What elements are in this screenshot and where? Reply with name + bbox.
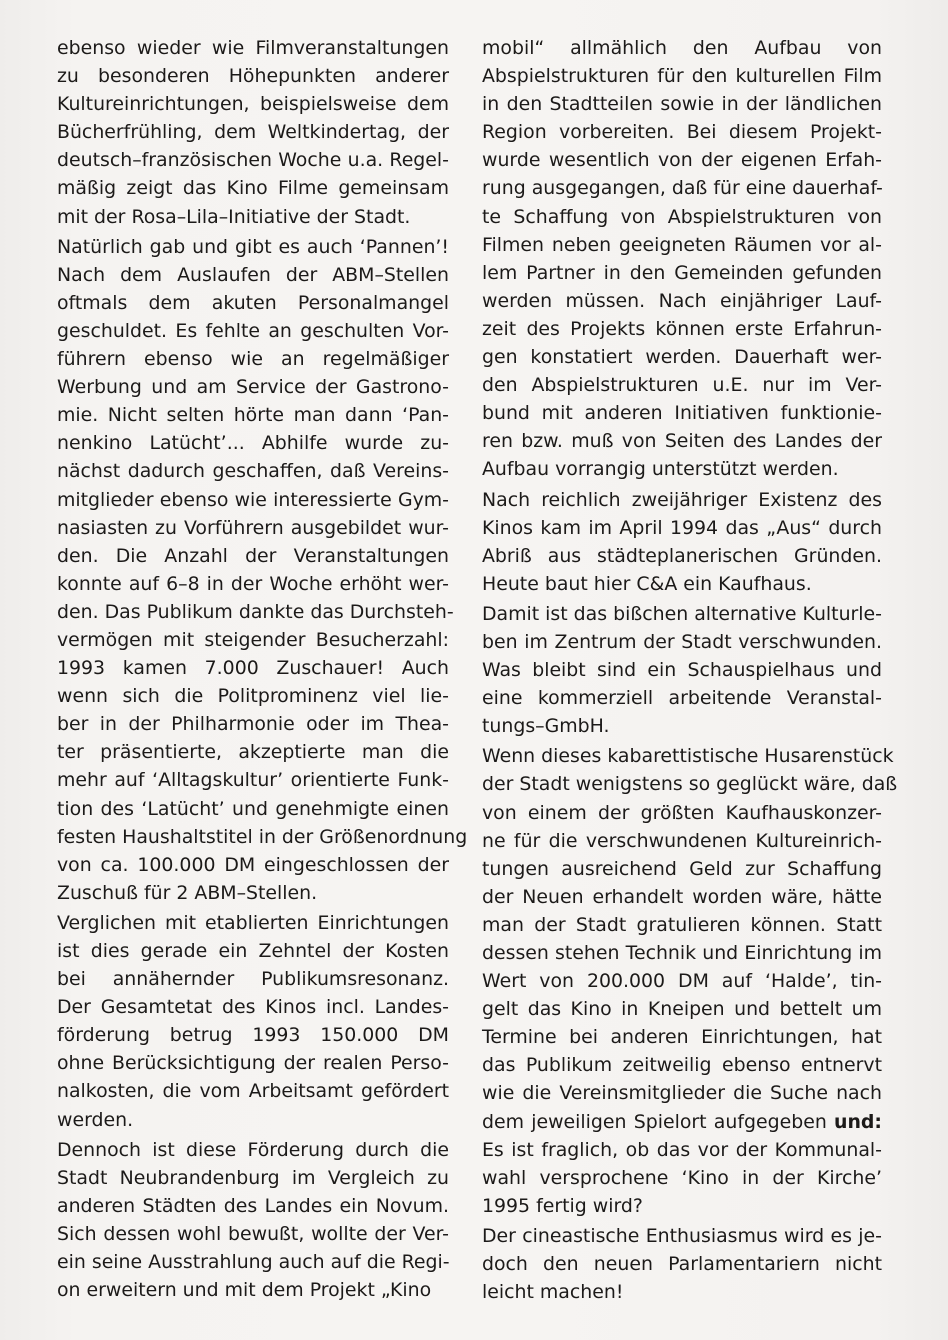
text-line: Damit ist das bißchen alternative Kulturle- [482, 602, 882, 625]
paragraph [482, 486, 882, 598]
text-line: eine kommerziell arbeitende Veranstal- [482, 687, 882, 710]
text-line: festen Haushaltstitel in der Größenordnung [57, 825, 468, 848]
text-line [482, 1108, 882, 1136]
text-line: nächst dadurch geschaffen, daß Vereins- [57, 460, 449, 483]
paragraph [57, 34, 449, 231]
text-line: tungen ausreichend Geld zur Schaffung [482, 857, 882, 880]
text-line: nasiasten zu Vorführern ausgebildet wur- [57, 516, 449, 539]
text-line: Nach reichlich zweijähriger Existenz des [482, 488, 882, 511]
text-line: 1995 fertig wird? [482, 1194, 643, 1217]
paragraph [57, 909, 449, 1134]
text-line: deutsch–französischen Woche u.a. Regel- [57, 149, 449, 172]
text-line: von einem der größten Kaufhauskonzer- [482, 801, 882, 824]
text-line: der Stadt wenigstens so geglückt wäre, daß [482, 773, 898, 796]
text-line: Werbung und am Service der Gastrono- [57, 376, 449, 399]
text-line: Natürlich gab und gibt es auch ‘Pannen’! [57, 235, 449, 258]
text-line: gelt das Kino in Kneipen und bettelt um [482, 998, 882, 1021]
text-line: mehr auf ‘Alltagskultur’ orientierte Funk- [57, 769, 449, 792]
text-line: konnte auf 6–8 in der Woche erhöht wer- [57, 572, 449, 595]
text-line: Sich dessen wohl bewußt, wollte der Ver- [57, 1222, 449, 1245]
text-fragment: dem jeweiligen Spielort aufgegeben [482, 1110, 835, 1133]
text-line: wurde wesentlich von der eigenen Erfah- [482, 149, 882, 172]
text-line: mobil“ allmählich den Aufbau von [482, 37, 882, 59]
text-line: rung ausgegangen, daß für eine dauerhaf- [482, 177, 883, 200]
text-line: Es ist fraglich, ob das vor der Kommunal- [482, 1138, 882, 1161]
text-line: ter präsentierte, akzeptierte man die [57, 741, 449, 764]
text-line: von ca. 100.000 DM eingeschlossen der [57, 853, 449, 876]
text-line: wenn sich die Politprominenz viel lie- [57, 685, 449, 708]
paragraph [57, 233, 468, 907]
text-line: te Schaffung von Abspielstrukturen von [482, 205, 882, 228]
text-line: Der cineastische Enthusiasmus wird es je- [482, 1224, 882, 1247]
text-line: ist dies gerade ein Zehntel der Kosten [57, 940, 449, 962]
text-line: wahl versprochene ‘Kino in der Kirche’ [482, 1166, 882, 1189]
text-line: ne für die verschwundenen Kultureinrich- [482, 829, 882, 852]
text-line: Kultureinrichtungen, beispielsweise dem [57, 93, 449, 116]
text-line: den. Das Publikum dankte das Durchsteh- [57, 600, 454, 623]
text-line: on erweitern und mit dem Projekt „Kino [57, 1279, 432, 1302]
paragraph [482, 600, 882, 740]
text-line: leicht machen! [482, 1281, 624, 1304]
text-line: ebenso wieder wie Filmveranstaltungen [57, 37, 449, 59]
paragraph [57, 1136, 449, 1305]
text-line: Bücherfrühling, dem Weltkindertag, der [57, 121, 449, 144]
text-line: bund mit anderen Initiativen funktionie- [482, 402, 882, 425]
text-line: mäßig zeigt das Kino Filme gemeinsam [57, 177, 449, 200]
text-line: förderung betrug 1993 150.000 DM [57, 1024, 449, 1047]
text-line: nalkosten, die vom Arbeitsamt gefördert [57, 1080, 449, 1103]
text-line: mie. Nicht selten hörte man dann ‘Pan- [57, 404, 449, 427]
text-line: gen konstatiert werden. Dauerhaft wer- [482, 346, 882, 369]
text-line: lem Partner in den Gemeinden gefunden [482, 261, 882, 284]
text-line: Der Gesamtetat des Kinos incl. Landes- [57, 996, 449, 1019]
paragraph [482, 34, 882, 484]
text-line: ohne Berücksichtigung der realen Perso- [57, 1052, 449, 1075]
text-line: 1993 kamen 7.000 Zuschauer! Auch [57, 657, 449, 680]
text-line: vermögen mit steigender Besucherzahl: [57, 628, 449, 651]
text-line: anderen Städten des Landes ein Novum. [57, 1194, 449, 1217]
paragraph [482, 742, 898, 1220]
text-line: das Publikum zeitweilig ebenso entnervt [482, 1054, 882, 1077]
text-line: Filmen neben geeigneten Räumen vor al- [482, 233, 882, 256]
text-line: werden müssen. Nach einjähriger Lauf- [482, 289, 882, 312]
text-line: zu besonderen Höhepunkten anderer [57, 65, 449, 88]
text-line: nenkino Latücht’... Abhilfe wurde zu- [57, 432, 449, 455]
text-line: oftmals dem akuten Personalmangel [57, 291, 449, 314]
text-line: den Abspielstrukturen u.E. nur im Ver- [482, 374, 882, 397]
text-line: ben im Zentrum der Stadt verschwunden. [482, 630, 882, 653]
text-line: Kinos kam im April 1994 das „Aus“ durch [482, 516, 882, 539]
text-line: geschuldet. Es fehlte an geschulten Vor- [57, 319, 449, 342]
text-line: ren bzw. muß von Seiten des Landes der [482, 430, 882, 453]
text-line: doch den neuen Parlamentariern nicht [482, 1253, 882, 1276]
text-line: der Neuen erhandelt worden wäre, hätte [482, 885, 882, 908]
text-line: wie die Vereinsmitglieder die Suche nach [482, 1082, 882, 1105]
right-text-column [482, 34, 898, 1306]
text-line: ein seine Ausstrahlung auch auf die Regi- [57, 1251, 450, 1274]
text-line: tungs–GmbH. [482, 715, 610, 738]
text-line: Wenn dieses kabarettistische Husarenstück [482, 745, 894, 768]
text-line: Verglichen mit etablierten Einrichtungen [57, 911, 449, 934]
text-line: Dennoch ist diese Förderung durch die [57, 1138, 449, 1161]
text-line: bei annähernder Publikumsresonanz. [57, 968, 449, 991]
text-line: Region vorbereiten. Bei diesem Projekt- [482, 121, 882, 144]
text-line: tion des ‘Latücht’ und genehmigte einen [57, 797, 449, 820]
text-line: Was bleibt sind ein Schauspielhaus und [482, 659, 882, 682]
text-line: mitglieder ebenso wie interessierte Gym- [57, 488, 449, 511]
text-line: mit der Rosa–Lila–Initiative der Stadt. [57, 205, 411, 228]
text-line: Aufbau vorrangig unterstützt werden. [482, 458, 839, 481]
text-line: Abriß aus städteplanerischen Gründen. [482, 544, 882, 567]
text-line: Zuschuß für 2 ABM–Stellen. [57, 881, 318, 904]
text-line: den. Die Anzahl der Veranstaltungen [57, 544, 449, 567]
text-line: dessen stehen Technik und Einrichtung im [482, 942, 882, 964]
text-line: in den Stadtteilen sowie in der ländlichen [482, 93, 882, 116]
text-line: Nach dem Auslaufen der ABM–Stellen [57, 263, 449, 286]
text-line: zeit des Projekts können erste Erfahrun- [482, 317, 882, 340]
text-line: Stadt Neubrandenburg im Vergleich zu [57, 1166, 449, 1189]
paragraph [482, 1222, 882, 1306]
left-text-column [57, 34, 468, 1304]
text-line: werden. [57, 1108, 134, 1131]
emphasized-word: und: [834, 1110, 882, 1133]
text-line: führern ebenso wie an regelmäßiger [57, 348, 449, 371]
text-line: Wert von 200.000 DM auf ‘Halde’, tin- [482, 970, 882, 993]
text-line: Heute baut hier C&A ein Kaufhaus. [482, 572, 812, 595]
text-line: Abspielstrukturen für den kulturellen Film [482, 65, 882, 88]
text-line: ber in der Philharmonie oder im Thea- [57, 713, 449, 736]
text-line: man der Stadt gratulieren können. Statt [482, 913, 882, 936]
text-line: Termine bei anderen Einrichtungen, hat [482, 1026, 882, 1049]
